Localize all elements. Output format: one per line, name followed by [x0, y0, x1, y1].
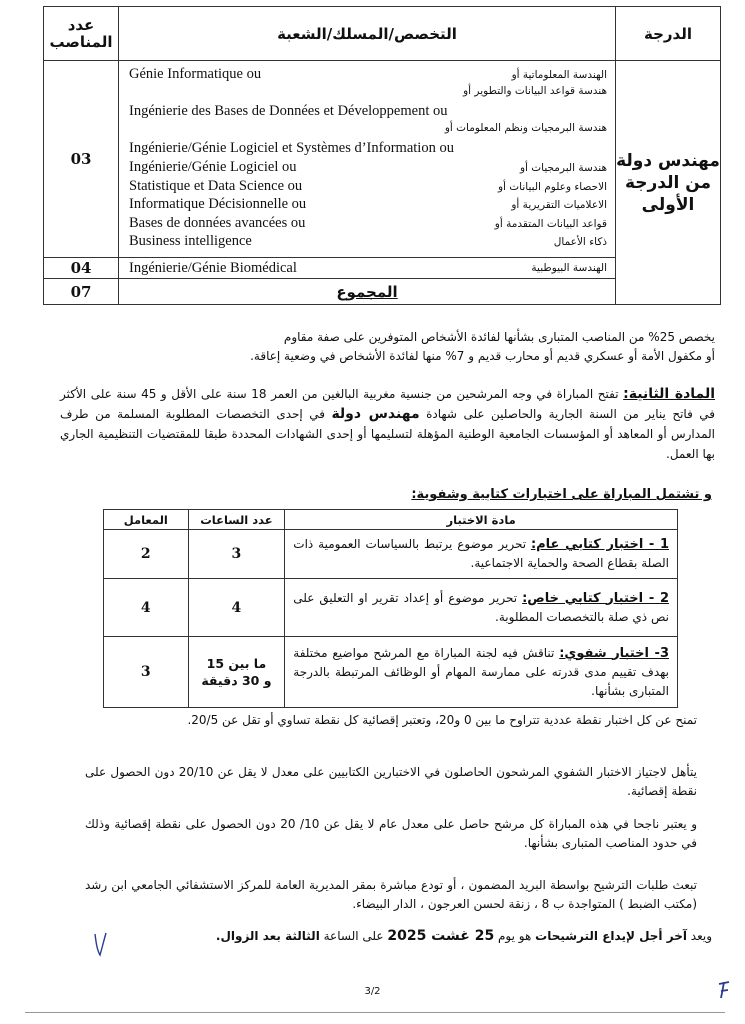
- bottom-divider: [25, 1012, 725, 1013]
- spec-line: Bases de données avancées ou قواعد البيانات المتقدمة أو: [129, 214, 607, 231]
- group1-count: 03: [44, 61, 119, 258]
- exams-header-subject: مادة الاختبار: [285, 510, 678, 530]
- page-number: 3/2: [364, 986, 381, 997]
- exam-hours: 3: [188, 530, 285, 579]
- reservation-paragraph: [150, 328, 715, 347]
- exams-header-row: [104, 510, 678, 530]
- exam-hours: 4: [188, 579, 285, 637]
- spec-line: Ingénierie des Bases de Données et Développement ou: [129, 103, 448, 120]
- group2-count: 04: [44, 258, 119, 279]
- reservation-line2: أو مكفول الأمة أو عسكري قديم أو محارب قديم و 7% منها لفائدة الأشخاص في وضعية إعاقة.: [250, 349, 715, 363]
- exam-coef: 2: [104, 530, 189, 579]
- exams-intro: و تشتمل المباراة على اختبارات كتابية وشفوية:: [411, 487, 712, 502]
- exam-row: [104, 579, 678, 637]
- grading-paragraph: تمنح عن كل اختبار نقطة عددية تتراوح ما بين 0 و20، وتعتبر إقصائية كل نقطة تساوي أو تقل عن 20/5.: [187, 713, 697, 727]
- article2-text2: في إحدى التخصصات المطلوبة المسلمة من طرف المدارس أو المعاهد أو المؤسسات الجامعية الوطنية المؤهلة لتسليمها أو إحدى الشهادات المحددة طبقا للمقتضيات التنظيمية الجاري بها العمل.: [60, 407, 715, 461]
- total-label: المجموع: [119, 279, 616, 305]
- header-grade: الدرجة: [616, 7, 721, 61]
- success-paragraph: و يعتبر ناجحا في هذه المباراة كل مرشح حاصل على معدل عام لا يقل عن 10/ 20 دون الحصول على نقطة إقصائية وذلك في حدود المناصب المتبارى بشأنها.: [85, 817, 697, 850]
- spec-line: Génie Informatique ou الهندسة المعلوماتية أو: [129, 66, 607, 83]
- exams-table: [103, 509, 678, 708]
- article2-diploma: مهندس دولة: [331, 406, 420, 422]
- grade-label: مهندس دولة من الدرجة الأولى: [616, 61, 721, 305]
- deadline-paragraph: ويعد آخر أجل لإيداع الترشيحات هو يوم 25 غشت 2025 على الساعة الثالثة بعد الزوال.: [215, 928, 712, 944]
- spec-line: Informatique Décisionnelle ou الاعلاميات التقريرية أو: [129, 196, 607, 213]
- exam-row: [104, 530, 678, 579]
- exam-coef: 4: [104, 579, 189, 637]
- spec-line: Statistique et Data Science ou الاحصاء وعلوم البيانات أو: [129, 177, 607, 194]
- spec-line: Business intelligence ذكاء الأعمال: [129, 233, 607, 250]
- exam-description: 2 - اختبار كتابي خاص: تحرير موضوع أو إعداد تقرير او التعليق على نص ذي صلة بالتخصصات المطلوبة.: [285, 579, 678, 637]
- exam-description: 1 - اختبار كتابي عام: تحرير موضوع يرتبط بالسياسات العمومية ذات الصلة بقطاع الصحة والحماية الاجتماعية.: [285, 530, 678, 579]
- header-count: عدد المناصب: [44, 7, 119, 61]
- reservation-paragraph-2: [150, 347, 715, 366]
- exam-coef: 3: [104, 637, 189, 708]
- spec-line: Ingénierie/Génie Logiciel ou هندسة البرمجيات أو: [129, 159, 607, 175]
- exam-description: 3- اختبار شفوي: تناقش فيه لجنة المباراة مع المرشح مواضيع مختلفة بهدف تقييم مدى قدرته على ممارسة المهام أو الوظائف المرتبطة بالدرجة المتبارى بشأنها.: [285, 637, 678, 708]
- spec-line: هندسة البرمجيات ونظم المعلومات أو: [444, 121, 607, 134]
- positions-header-row: [44, 7, 721, 61]
- total-count: 07: [44, 279, 119, 305]
- oral-eligibility-paragraph: يتأهل لاجتياز الاختبار الشفوي المرشحون الحاصلون في الاختبارين الكتابيين على معدل لا يقل عن 20/10 دون الحصول على نقطة إقصائية.: [85, 765, 697, 798]
- exam-row: [104, 637, 678, 708]
- applications-paragraph: تبعث طلبات الترشيح بواسطة البريد المضمون ، أو تودع مباشرة بمقر المديرية العامة للمركز الاستشفائي الجامعي ابن رشد (مكتب الضبط ) المتواجدة ب 8 ، زنقة لحسن العرجون ، الدار البيضاء.: [85, 878, 697, 911]
- article2-title: المادة الثانية:: [623, 386, 715, 402]
- checkmark-icon: [92, 930, 108, 958]
- article2-text1: تفتح المباراة في وجه المرشحين من جنسية مغربية البالغين من العمر 18 سنة على الأقل و 45 سنة على الأكثر في فاتح يناير من السنة الجارية والحاصلين على شهادة: [60, 387, 716, 421]
- positions-table: [43, 6, 721, 305]
- positions-row-group1: [44, 61, 721, 258]
- group1-specialties: [119, 61, 616, 258]
- header-specialty: التخصص/المسلك/الشعبة: [119, 7, 616, 61]
- exam-hours: ما بين 15 و 30 دقيقة: [188, 637, 285, 708]
- reservation-line1: يخصص 25% من المناصب المتبارى بشأنها لفائدة الأشخاص المتوفرين على صفة مقاوم: [283, 330, 715, 344]
- article2-paragraph: [60, 384, 715, 464]
- exams-header-hours: عدد الساعات: [188, 510, 285, 530]
- group2-specialty: Ingénierie/Génie Biomédical الهندسة البيوطبية: [119, 258, 616, 279]
- spec-line: Ingénierie/Génie Logiciel et Systèmes d’Information ou: [129, 140, 454, 157]
- exams-header-coef: المعامل: [104, 510, 189, 530]
- spec-line: هندسة قواعد البيانات والتطوير أو: [463, 84, 607, 97]
